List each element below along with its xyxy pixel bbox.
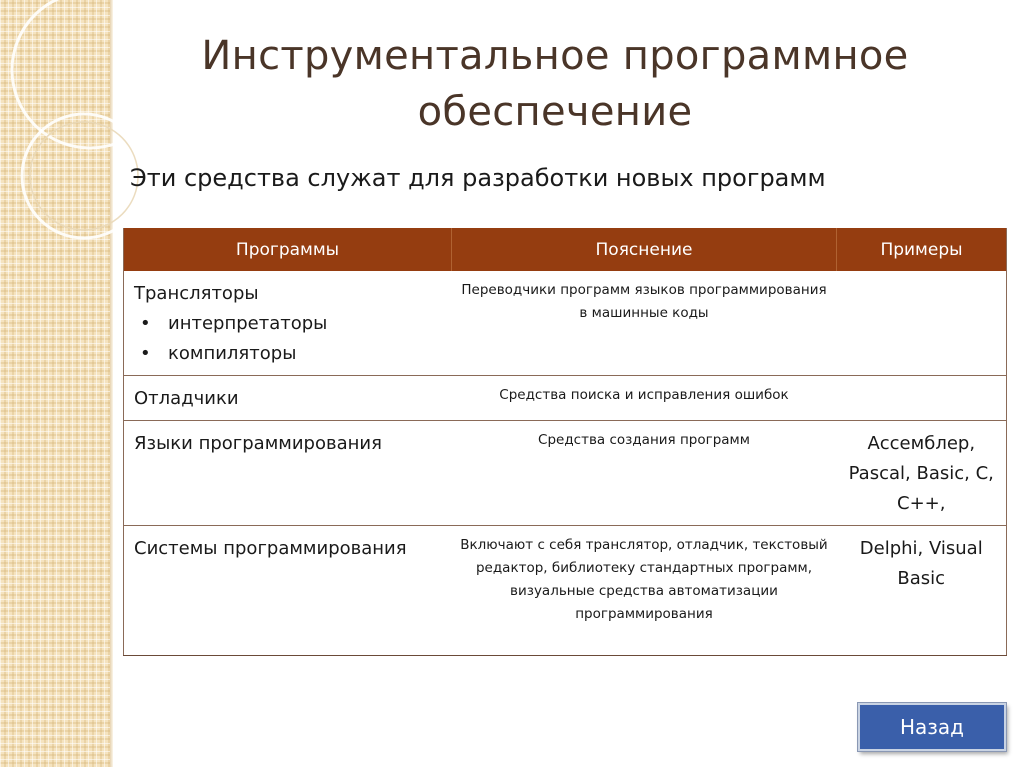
slide-subtitle: Эти средства служат для разработки новых программ [130,164,826,192]
table-cell-explanation: Включают с себя транслятор, отладчик, текстовый редактор, библиотеку стандартных программ, визуальные средства автоматизации программирования [452,526,837,656]
table-row [124,376,1007,421]
table-cell-program: Системы программирования [124,526,452,656]
table-header-row [124,228,1007,271]
slide-title [120,28,990,140]
program-bullet-list [134,309,452,369]
list-item: • интерпретаторы [134,309,452,339]
table-cell-examples: Ассемблер, Pascal, Basic, C, C++, [837,421,1007,526]
software-table-container [123,228,1006,656]
table-cell-explanation: Переводчики программ языков программирования в машинные коды [452,271,837,376]
program-name: Трансляторы [134,283,259,304]
table-cell-program [124,271,452,376]
table-cell-program: Языки программирования [124,421,452,526]
back-button[interactable]: Назад [858,703,1006,751]
decorative-rings [0,0,140,260]
table-row [124,421,1007,526]
header-examples: Примеры [837,228,1007,271]
header-explanation: Пояснение [452,228,837,271]
table-cell-explanation: Средства поиска и исправления ошибок [452,376,837,421]
table-cell-examples [837,271,1007,376]
table-row [124,271,1007,376]
slide-title-line-2: обеспечение [417,89,693,135]
header-programs: Программы [124,228,452,271]
table-cell-examples: Delphi, Visual Basic [837,526,1007,656]
table-row [124,526,1007,656]
list-item: • компиляторы [134,339,452,369]
table-cell-program: Отладчики [124,376,452,421]
table-cell-explanation: Средства создания программ [452,421,837,526]
slide-title-line-1: Инструментальное программное [201,33,909,79]
software-table [123,228,1007,656]
table-cell-examples [837,376,1007,421]
